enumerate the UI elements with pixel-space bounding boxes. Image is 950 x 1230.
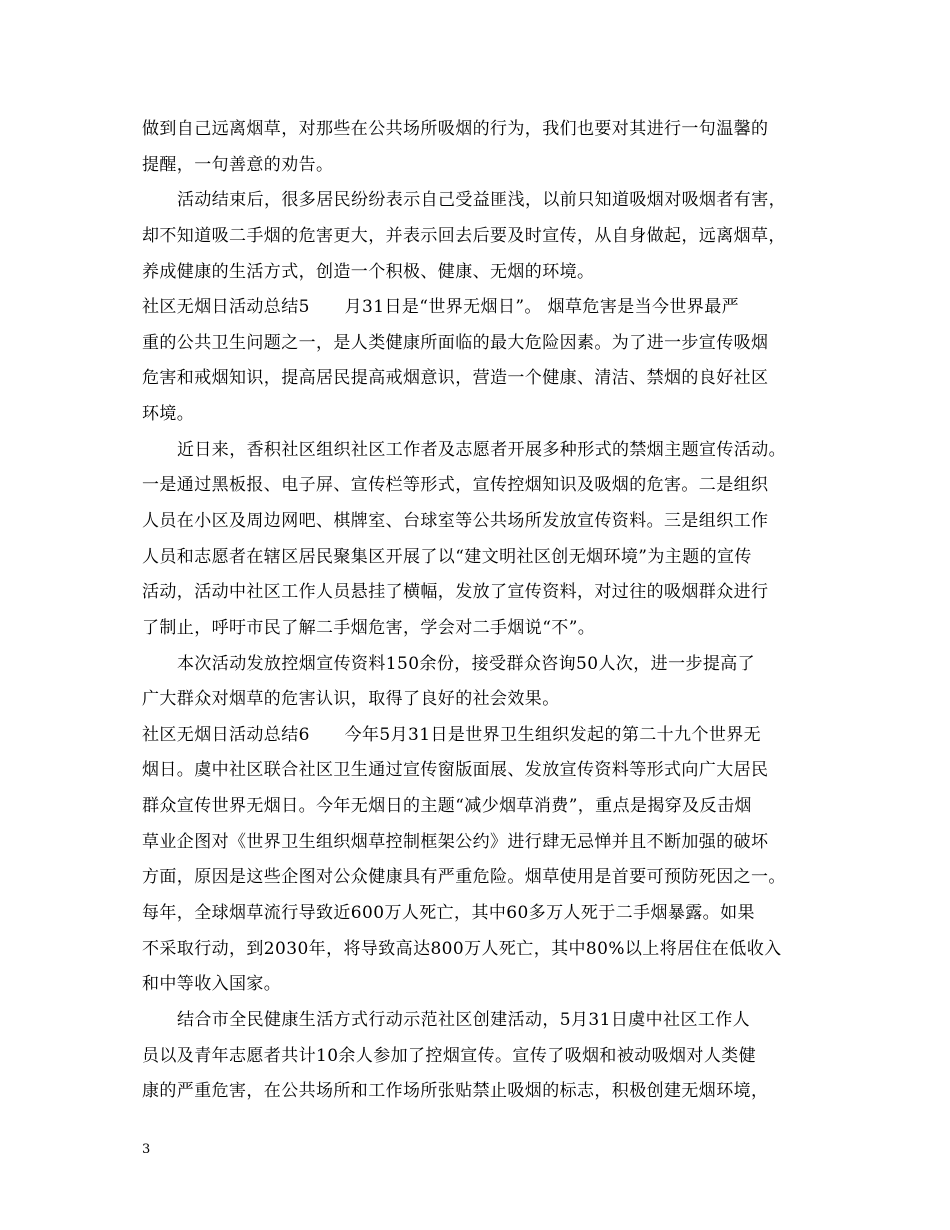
text-line: 却不知道吸二手烟的危害更大，并表示回去后要及时宣传，从自身做起，远离烟草， [142, 226, 786, 246]
text-line: 一是通过黑板报、电子屏、宣传栏等形式，宣传控烟知识及吸烟的危害。二是组织 [142, 475, 769, 495]
text-line: 烟日。虞中社区联合社区卫生通过宣传窗版面展、发放宣传资料等形式向广大居民 [142, 760, 769, 780]
text-line: 人员和志愿者在辖区居民聚集区开展了以“建文明社区创无烟环境”为主题的宣传 [142, 547, 752, 567]
text-line: 做到自己远离烟草，对那些在公共场所吸烟的行为，我们也要对其进行一句温馨的 [142, 119, 769, 139]
text-line: 方面，原因是这些企图对公众健康具有严重危险。烟草使用是首要可预防死因之一。 [142, 867, 786, 887]
text-line: 危害和戒烟知识，提高居民提高戒烟意识，营造一个健康、清洁、禁烟的良好社区 [142, 368, 769, 388]
text-line: 养成健康的生活方式，创造一个积极、健康、无烟的环境。 [142, 262, 595, 282]
text-line: 环境。 [142, 404, 195, 424]
text-line: 重的公共卫生问题之一，是人类健康所面临的最大危险因素。为了进一步宣传吸烟 [142, 333, 769, 353]
text-line: 广大群众对烟草的危害认识，取得了良好的社会效果。 [142, 689, 560, 709]
section-heading-line: 社区无烟日活动总结5 月31日是“世界无烟日”。 烟草危害是当今世界最严 [142, 297, 740, 317]
text-line: 康的严重危害，在公共场所和工作场所张贴禁止吸烟的标志，积极创建无烟环境， [142, 1081, 769, 1101]
text-line: 提醒，一句善意的劝告。 [142, 155, 334, 175]
text-line: 本次活动发放控烟宣传资料150余份，接受群众咨询50人次，进一步提高了 [177, 654, 756, 674]
text-line: 员以及青年志愿者共计10余人参加了控烟宣传。宣传了吸烟和被动吸烟对人类健 [142, 1046, 757, 1066]
text-line: 活动，活动中社区工作人员悬挂了横幅，发放了宣传资料，对过往的吸烟群众进行 [142, 582, 769, 602]
text-line: 活动结束后，很多居民纷纷表示自己受益匪浅，以前只知道吸烟对吸烟者有害， [177, 190, 786, 210]
text-line: 人员在小区及周边网吧、棋牌室、台球室等公共场所发放宣传资料。三是组织工作 [142, 511, 769, 531]
text-line: 和中等收入国家。 [142, 974, 282, 994]
text-line: 了制止，呼吁市民了解二手烟危害，学会对二手烟说“不”。 [142, 618, 596, 638]
text-line: 结合市全民健康生活方式行动示范社区创建活动，5月31日虞中社区工作人 [177, 1010, 751, 1030]
text-line: 群众宣传世界无烟日。今年无烟日的主题“减少烟草消费”，重点是揭穿及反击烟 [142, 796, 752, 816]
section-heading-line: 社区无烟日活动总结6 今年5月31日是世界卫生组织发起的第二十九个世界无 [142, 725, 762, 745]
text-line: 草业企图对《世界卫生组织烟草控制框架公约》进行肆无忌惮并且不断加强的破坏 [142, 832, 769, 852]
text-line: 每年，全球烟草流行导致近600万人死亡，其中60多万人死于二手烟暴露。如果 [142, 903, 755, 923]
text-line: 近日来，香积社区组织社区工作者及志愿者开展多种形式的禁烟主题宣传活动。 [177, 440, 786, 460]
text-line: 不采取行动，到2030年，将导致高达800万人死亡，其中80%以上将居住在低收入 [142, 939, 782, 959]
page-number: 3 [142, 1142, 151, 1157]
